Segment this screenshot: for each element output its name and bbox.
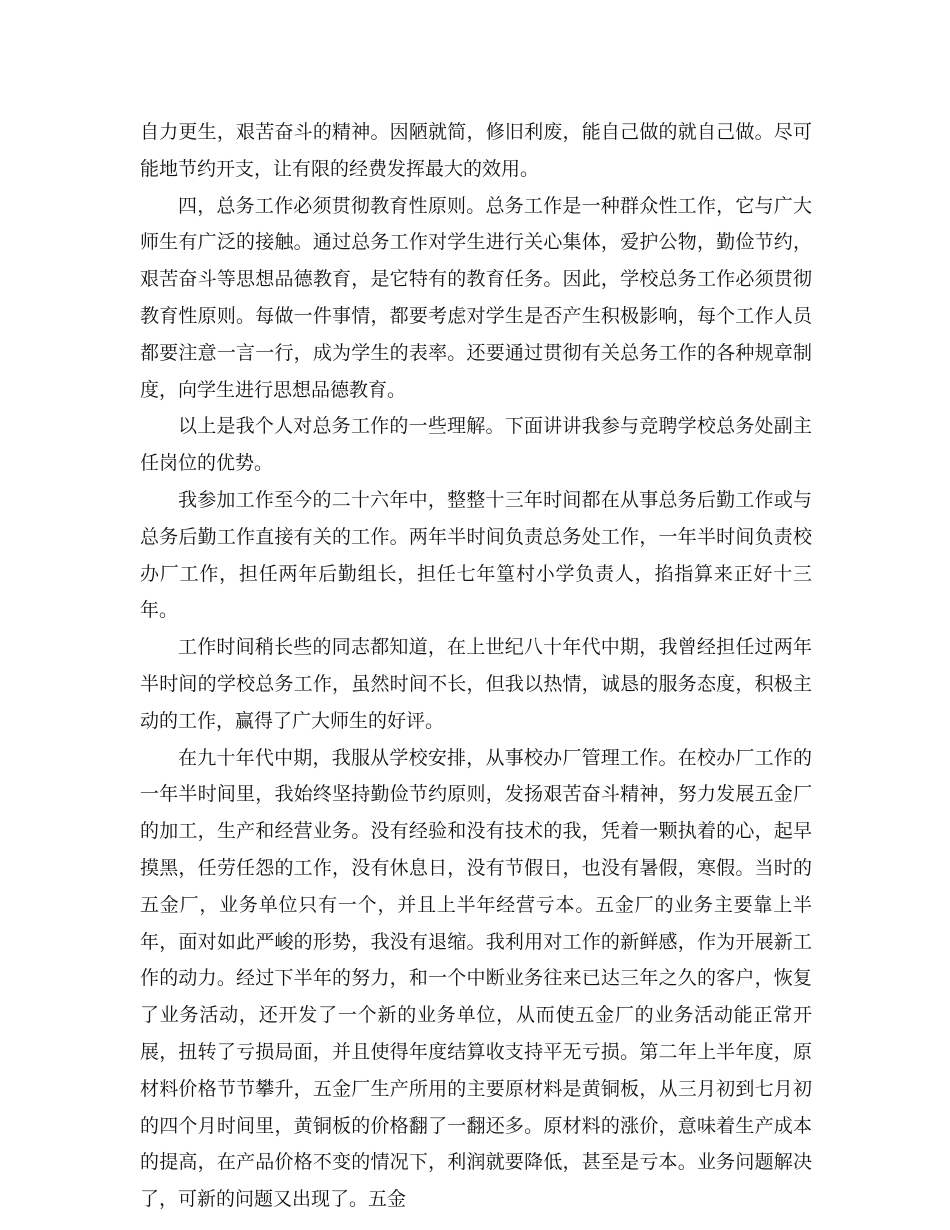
paragraph-nineties: 在九十年代中期，我服从学校安排，从事校办厂管理工作。在校办厂工作的一年半时间里，我始终坚持勤俭节约原则，发扬艰苦奋斗精神，努力发展五金厂的加工，生产和经营业务。没有经验和没有技术的我，凭着一颗执着的心，起早摸黑，任劳任怨的工作，没有休息日，没有节假日，也没有暑假，寒假。当时的五金厂，业务单位只有一个，并且上半年经营亏本。五金厂的业务主要靠上半年，面对如此严峻的形势，我没有退缩。我利用对工作的新鲜感，作为开展新工作的动力。经过下半年的努力，和一个中断业务往来已达三年之久的客户，恢复了业务活动，还开发了一个新的业务单位，从而使五金厂的业务活动能正常开展，扭转了亏损局面，并且使得年度结算收支持平无亏损。第二年上半年度，原材料价格节节攀升，五金厂生产所用的主要原材料是黄铜板，从三月初到七月初的四个月时间里，黄铜板的价格翻了一翻还多。原材料的涨价，意味着生产成本的提高，在产品价格不变的情况下，利润就要降低，甚至是亏本。业务问题解决了，可新的问题又出现了。五金: [140, 746, 812, 1211]
paragraph-principle-four: 四，总务工作必须贯彻教育性原则。总务工作是一种群众性工作，它与广大师生有广泛的接触。通过总务工作对学生进行关心集体，爱护公物，勤俭节约，艰苦奋斗等思想品德教育，是它特有的教育任务。因此，学校总务工作必须贯彻教育性原则。每做一件事情，都要考虑对学生是否产生积极影响，每个工作人员都要注意一言一行，成为学生的表率。还要通过贯彻有关总务工作的各种规章制度，向学生进行思想品德教育。: [140, 194, 812, 401]
paragraph-eighties: 工作时间稍长些的同志都知道，在上世纪八十年代中期，我曾经担任过两年半时间的学校总务工作，虽然时间不长，但我以热情，诚恳的服务态度，积极主动的工作，赢得了广大师生的好评。: [140, 636, 812, 732]
document-body: [140, 114, 812, 1218]
paragraph-transition: 以上是我个人对总务工作的一些理解。下面讲讲我参与竞聘学校总务处副主任岗位的优势。: [140, 415, 812, 475]
paragraph-continued: 自力更生，艰苦奋斗的精神。因陋就简，修旧利废，能自己做的就自己做。尽可能地节约开支，让有限的经费发挥最大的效用。: [140, 121, 812, 180]
paragraph-work-history: 我参加工作至今的二十六年中，整整十三年时间都在从事总务后勤工作或与总务后勤工作直接有关的工作。两年半时间负责总务处工作，一年半时间负责校办厂工作，担任两年后勤组长，担任七年篁村小学负责人，掐指算来正好十三年。: [140, 488, 812, 622]
